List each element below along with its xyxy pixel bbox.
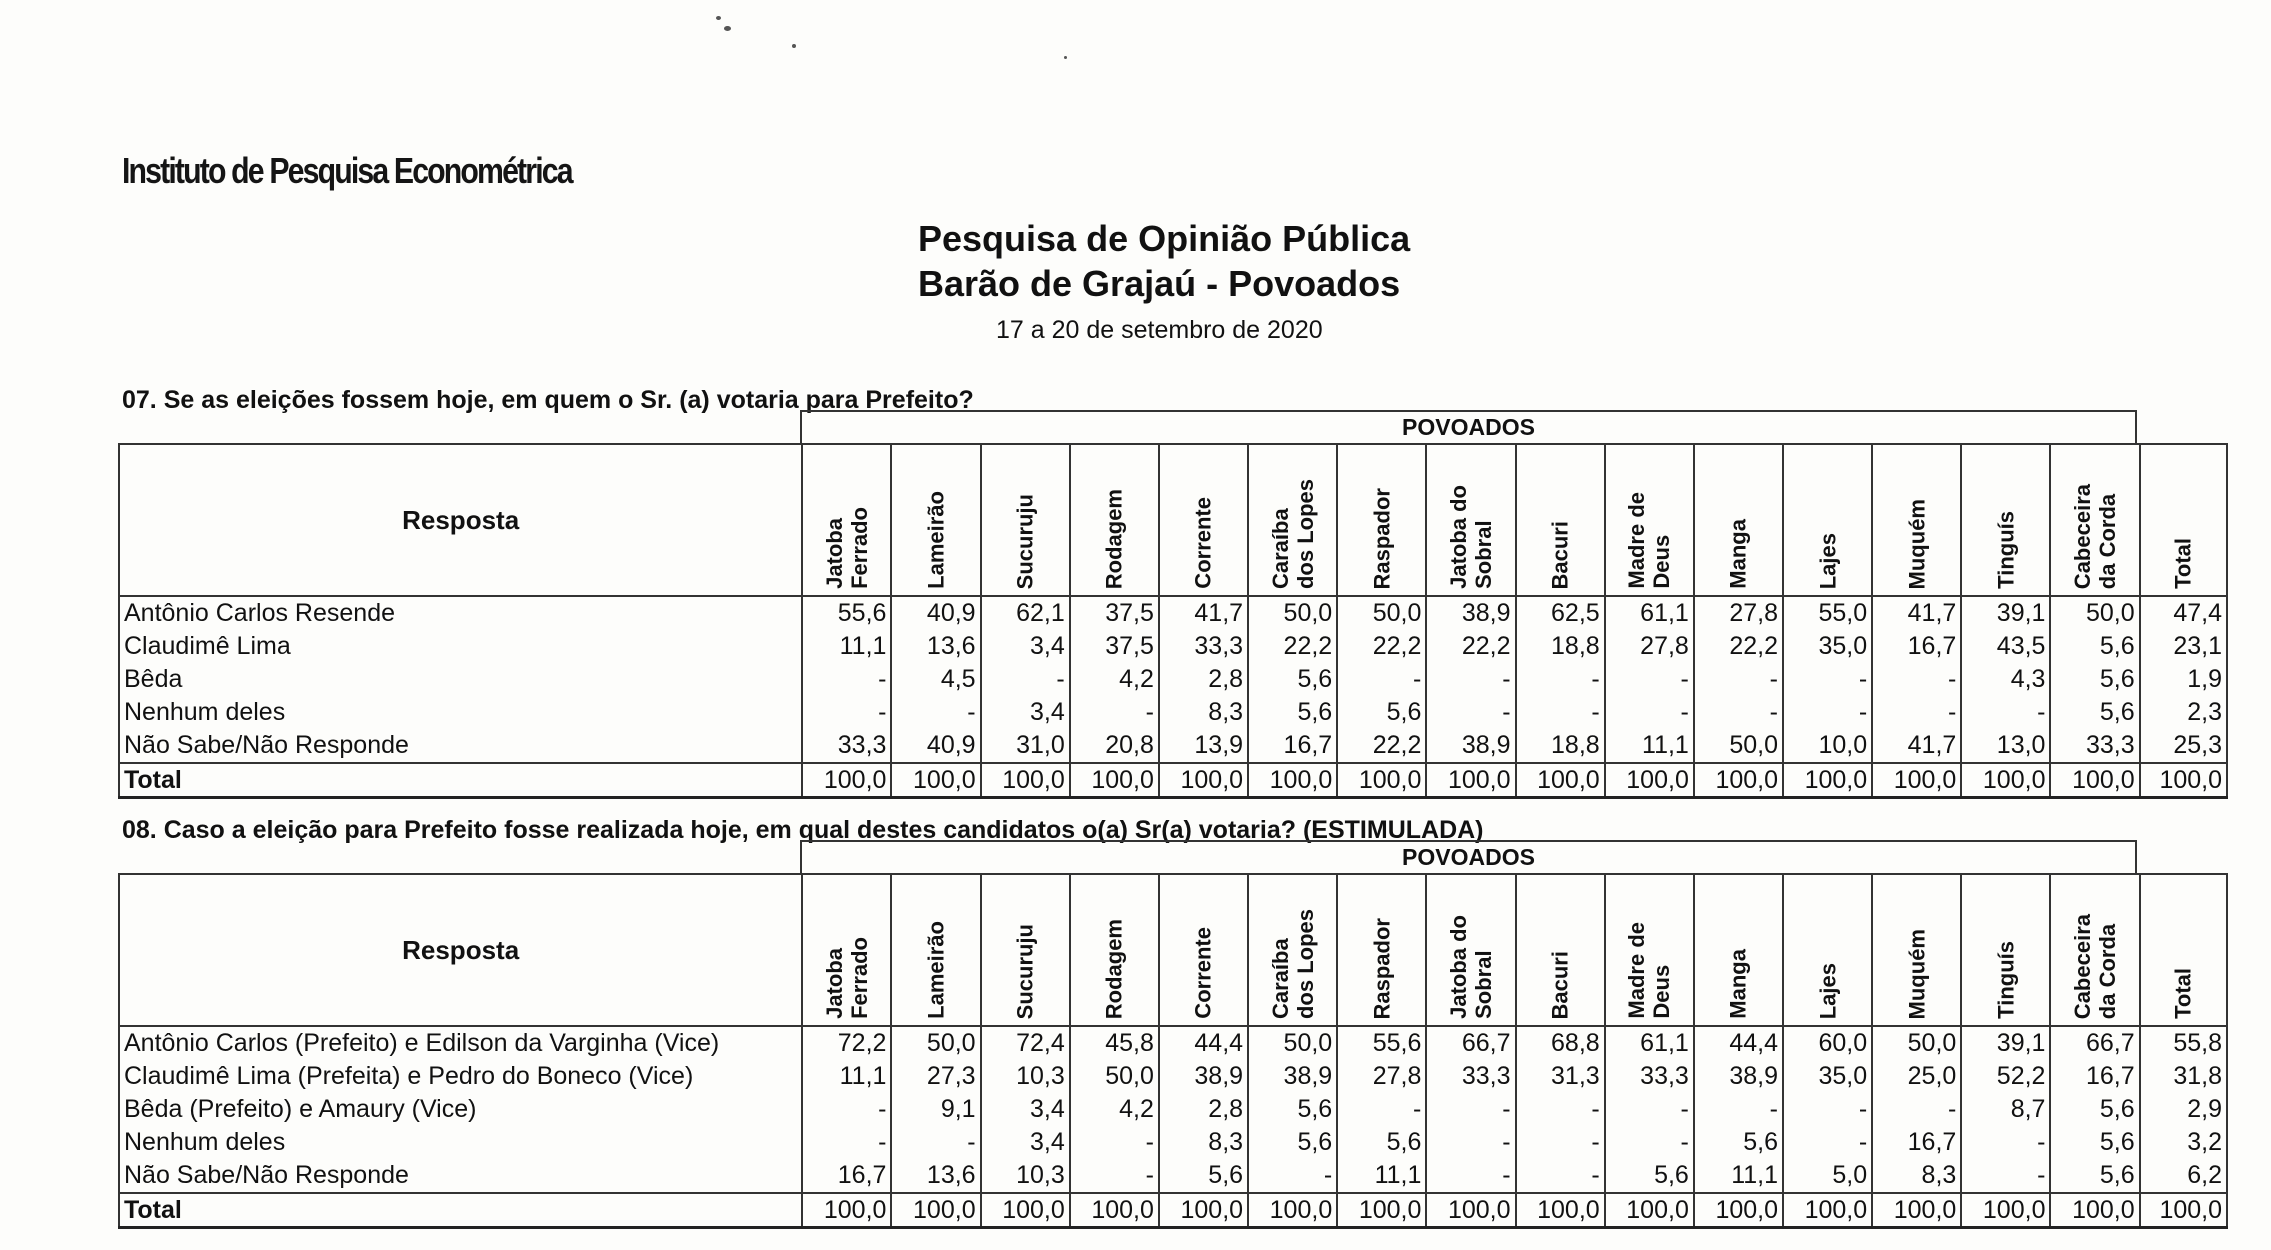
table-cell: 55,8 [2140,1026,2227,1060]
table-cell: 45,8 [1070,1026,1159,1060]
table-cell: - [891,1126,980,1159]
table-cell: 31,8 [2140,1060,2227,1093]
table-cell: 5,6 [1605,1159,1694,1193]
table-cell: - [1426,1126,1515,1159]
table-cell: - [1872,696,1961,729]
table-cell: - [1070,1126,1159,1159]
table-cell: 22,2 [1337,630,1426,663]
table-cell: 33,3 [802,729,891,763]
row-label: Nenhum deles [119,696,802,729]
table-cell: - [1337,1093,1426,1126]
column-header [1159,874,1248,1026]
table-cell: 4,2 [1070,663,1159,696]
table-cell: 8,3 [1872,1159,1961,1193]
table-cell: - [1070,1159,1159,1193]
table-cell: 10,3 [981,1060,1070,1093]
column-header-label: Jatoba Ferrado [821,937,872,1019]
column-header [1783,874,1872,1026]
column-header-label: Raspador [1369,917,1395,1019]
table-cell: 25,3 [2140,729,2227,763]
column-header-label: Jatoba do Sobral [1445,485,1496,589]
table-cell: 5,6 [1248,663,1337,696]
table-cell: 50,0 [1694,729,1783,763]
total-cell: 100,0 [1337,763,1426,798]
table-cell: - [1961,1159,2050,1193]
table-cell: 11,1 [1337,1159,1426,1193]
column-header-label: Bacuri [1547,950,1573,1019]
table-cell: 1,9 [2140,663,2227,696]
table-cell: 61,1 [1605,1026,1694,1060]
table-cell: 5,6 [1159,1159,1248,1193]
table-cell: 13,0 [1961,729,2050,763]
table-cell: - [1516,696,1605,729]
column-header [1694,874,1783,1026]
table-cell: 27,8 [1337,1060,1426,1093]
table-cell: 25,0 [1872,1060,1961,1093]
table-cell: 11,1 [802,1060,891,1093]
total-label: Total [119,1193,802,1228]
table-row [119,729,2227,763]
total-cell: 100,0 [1337,1193,1426,1228]
total-cell: 100,0 [1426,763,1515,798]
column-header [1248,444,1337,596]
column-header [1426,874,1515,1026]
row-label: Claudimê Lima (Prefeita) e Pedro do Boneco (Vice) [119,1060,802,1093]
column-header [1872,444,1961,596]
table-cell: 50,0 [2050,596,2139,630]
column-header-label: Jatoba do Sobral [1445,915,1496,1019]
table-cell: 72,2 [802,1026,891,1060]
column-header [981,444,1070,596]
total-cell: 100,0 [1159,763,1248,798]
column-header [1248,874,1337,1026]
table-cell: 11,1 [1605,729,1694,763]
povoados-group-header: POVOADOS [800,840,2137,873]
table-cell: 8,3 [1159,696,1248,729]
table-cell: 33,3 [2050,729,2139,763]
table-cell: - [1783,1093,1872,1126]
table-cell: 41,7 [1159,596,1248,630]
table-cell: 4,5 [891,663,980,696]
table-cell: 62,1 [981,596,1070,630]
column-header-label: Manga [1725,949,1751,1019]
table-cell: 13,6 [891,630,980,663]
column-header [1070,874,1159,1026]
response-column-header: Resposta [119,444,802,596]
table-cell: 72,4 [981,1026,1070,1060]
table-cell: 33,3 [1605,1060,1694,1093]
table-cell: 13,6 [891,1159,980,1193]
row-label: Nenhum deles [119,1126,802,1159]
table-cell: 43,5 [1961,630,2050,663]
column-header-label: Muquém [1904,928,1930,1019]
total-cell: 100,0 [1516,1193,1605,1228]
table-cell: 22,2 [1337,729,1426,763]
row-label: Não Sabe/Não Responde [119,1159,802,1193]
table-cell: 50,0 [1872,1026,1961,1060]
table-cell: - [1872,663,1961,696]
column-header [2050,874,2139,1026]
table-cell: 5,6 [1248,696,1337,729]
table-cell: 3,2 [2140,1126,2227,1159]
results-table-q07 [118,443,2228,799]
total-cell: 100,0 [1694,763,1783,798]
report-title: Pesquisa de Opinião Pública [918,218,1411,259]
total-cell: 100,0 [2140,763,2227,798]
column-header-label: Tinguís [1993,941,2019,1019]
total-cell: 100,0 [1159,1193,1248,1228]
column-header [2050,444,2139,596]
table-cell: 4,3 [1961,663,2050,696]
column-header [1872,874,1961,1026]
table-cell: - [1605,1126,1694,1159]
table-cell: 40,9 [891,596,980,630]
total-cell: 100,0 [1605,1193,1694,1228]
table-row [119,596,2227,630]
table-cell: - [802,696,891,729]
total-row [119,1193,2227,1228]
column-header-label: Caraíba dos Lopes [1267,908,1318,1019]
column-header-label: Rodagem [1101,918,1127,1019]
column-header [2140,874,2227,1026]
table-cell: 27,3 [891,1060,980,1093]
question-08: 08. Caso a eleição para Prefeito fosse realizada hoje, em qual destes candidatos o(a) Sr(a) votaria? (ESTIMULADA) [122,816,1484,844]
table-cell: 47,4 [2140,596,2227,630]
table-cell: 55,6 [1337,1026,1426,1060]
table-cell: - [1248,1159,1337,1193]
table-cell: 6,2 [2140,1159,2227,1193]
table-cell: - [1516,663,1605,696]
table-cell: 37,5 [1070,596,1159,630]
table-cell: 2,8 [1159,663,1248,696]
table-cell: - [1070,696,1159,729]
table-cell: 13,9 [1159,729,1248,763]
table-cell: 33,3 [1159,630,1248,663]
row-label: Bêda (Prefeito) e Amaury (Vice) [119,1093,802,1126]
table-row [119,696,2227,729]
table-cell: 40,9 [891,729,980,763]
table-cell: 18,8 [1516,630,1605,663]
column-header [1426,444,1515,596]
table-cell: 35,0 [1783,630,1872,663]
table-cell: 44,4 [1694,1026,1783,1060]
column-header [1337,874,1426,1026]
table-cell: 55,6 [802,596,891,630]
table-cell: 8,7 [1961,1093,2050,1126]
column-header-label: Jatoba Ferrado [821,507,872,589]
table-cell: - [1961,1126,2050,1159]
table-cell: 3,4 [981,630,1070,663]
table-cell: 16,7 [1872,1126,1961,1159]
total-cell: 100,0 [981,1193,1070,1228]
table-cell: 33,3 [1426,1060,1515,1093]
column-header-label: Cabeceira da Corda [2070,483,2121,589]
table-cell: - [1694,1093,1783,1126]
total-cell: 100,0 [1248,763,1337,798]
table-cell: 16,7 [1248,729,1337,763]
total-label: Total [119,763,802,798]
column-header [1694,444,1783,596]
table-cell: 5,6 [2050,696,2139,729]
total-cell: 100,0 [2050,763,2139,798]
column-header [1337,444,1426,596]
total-cell: 100,0 [1426,1193,1515,1228]
table-cell: 62,5 [1516,596,1605,630]
table-cell: 41,7 [1872,596,1961,630]
povoados-group-header: POVOADOS [800,410,2137,443]
table-cell: - [802,1093,891,1126]
table-cell: 5,6 [2050,1093,2139,1126]
total-cell: 100,0 [2140,1193,2227,1228]
table-cell: 16,7 [2050,1060,2139,1093]
table-cell: 27,8 [1694,596,1783,630]
column-header-label: Madre de Deus [1624,492,1675,589]
table-cell: 5,6 [2050,630,2139,663]
column-header-label: Corrente [1190,497,1216,589]
table-cell: - [981,663,1070,696]
table-cell: - [1783,696,1872,729]
response-column-header: Resposta [119,874,802,1026]
row-label: Antônio Carlos (Prefeito) e Edilson da Varginha (Vice) [119,1026,802,1060]
table-cell: 18,8 [1516,729,1605,763]
column-header [1961,444,2050,596]
column-header [802,874,891,1026]
table-cell: 38,9 [1426,729,1515,763]
table-cell: - [1694,696,1783,729]
table-cell: 2,3 [2140,696,2227,729]
total-cell: 100,0 [802,763,891,798]
table-cell: - [1783,663,1872,696]
table-cell: 5,6 [1694,1126,1783,1159]
column-header-label: Rodagem [1101,488,1127,589]
column-header [1961,874,2050,1026]
table-cell: 5,6 [2050,1159,2139,1193]
total-cell: 100,0 [891,1193,980,1228]
table-cell: 39,1 [1961,1026,2050,1060]
column-header [1159,444,1248,596]
table-cell: - [1426,696,1515,729]
row-label: Claudimê Lima [119,630,802,663]
scan-speck [724,26,731,31]
table-cell: 9,1 [891,1093,980,1126]
column-header-label: Lajes [1815,532,1841,589]
total-cell: 100,0 [1248,1193,1337,1228]
question-07: 07. Se as eleições fossem hoje, em quem o Sr. (a) votaria para Prefeito? [122,386,974,414]
table-cell: 3,4 [981,696,1070,729]
table-cell: 22,2 [1694,630,1783,663]
table-cell: - [1426,1159,1515,1193]
total-cell: 100,0 [981,763,1070,798]
table-cell: 22,2 [1248,630,1337,663]
table-cell: 55,0 [1783,596,1872,630]
table-cell: - [1426,663,1515,696]
column-header-label: Tinguís [1993,511,2019,589]
table-row [119,630,2227,663]
scan-speck [1064,56,1067,59]
table-cell: 5,0 [1783,1159,1872,1193]
table-cell: - [1605,1093,1694,1126]
total-cell: 100,0 [1516,763,1605,798]
column-header-label: Lameirão [923,491,949,589]
table-cell: 22,2 [1426,630,1515,663]
total-cell: 100,0 [1872,1193,1961,1228]
column-header [1516,874,1605,1026]
table-cell: 16,7 [802,1159,891,1193]
column-header-label: Cabeceira da Corda [2070,913,2121,1019]
table-cell: 10,3 [981,1159,1070,1193]
column-header-label: Corrente [1190,927,1216,1019]
table-cell: 5,6 [1337,1126,1426,1159]
total-cell: 100,0 [2050,1193,2139,1228]
total-cell: 100,0 [1961,1193,2050,1228]
table-cell: 60,0 [1783,1026,1872,1060]
column-header [1605,874,1694,1026]
total-cell: 100,0 [1070,1193,1159,1228]
column-header [981,874,1070,1026]
total-cell: 100,0 [1872,763,1961,798]
column-header-label: Sucuruju [1012,493,1038,589]
column-header-label: Sucuruju [1012,923,1038,1019]
total-cell: 100,0 [891,763,980,798]
table-row [119,1026,2227,1060]
scan-speck [716,16,721,20]
table-row [119,1159,2227,1193]
table-cell: 27,8 [1605,630,1694,663]
column-header-label: Total [2170,538,2196,589]
column-header-label: Madre de Deus [1624,922,1675,1019]
table-cell: 38,9 [1426,596,1515,630]
table-cell: 5,6 [2050,663,2139,696]
table-cell: 68,8 [1516,1026,1605,1060]
total-cell: 100,0 [1694,1193,1783,1228]
table-cell: 5,6 [2050,1126,2139,1159]
table-cell: - [1872,1093,1961,1126]
table-cell: 61,1 [1605,596,1694,630]
table-cell: 2,9 [2140,1093,2227,1126]
column-header-label: Lameirão [923,921,949,1019]
column-header-label: Lajes [1815,962,1841,1019]
table-cell: 37,5 [1070,630,1159,663]
table-cell: 38,9 [1694,1060,1783,1093]
column-header [891,444,980,596]
column-header-label: Bacuri [1547,520,1573,589]
column-header [1516,444,1605,596]
table-cell: 16,7 [1872,630,1961,663]
table-row [119,663,2227,696]
table-cell: 3,4 [981,1126,1070,1159]
column-header [891,874,980,1026]
table-cell: 50,0 [1248,596,1337,630]
table-cell: - [802,663,891,696]
total-row [119,763,2227,798]
table-cell: 50,0 [1337,596,1426,630]
column-header-label: Caraíba dos Lopes [1267,478,1318,589]
table-cell: 66,7 [1426,1026,1515,1060]
total-cell: 100,0 [1070,763,1159,798]
total-cell: 100,0 [1783,1193,1872,1228]
institute-logo-text: Instituto de Pesquisa Econométrica [122,150,572,191]
table-cell: 4,2 [1070,1093,1159,1126]
table-cell: - [1605,696,1694,729]
row-label: Não Sabe/Não Responde [119,729,802,763]
table-cell: 11,1 [1694,1159,1783,1193]
table-cell: - [802,1126,891,1159]
table-row [119,1126,2227,1159]
row-label: Antônio Carlos Resende [119,596,802,630]
report-subtitle: Barão de Grajaú - Povoados [918,263,1401,304]
table-cell: - [1426,1093,1515,1126]
table-cell: - [1694,663,1783,696]
table-cell: 10,0 [1783,729,1872,763]
table-row [119,1060,2227,1093]
table-cell: - [1961,696,2050,729]
table-cell: 38,9 [1159,1060,1248,1093]
table-cell: 50,0 [1248,1026,1337,1060]
table-cell: - [1516,1126,1605,1159]
table-cell: 3,4 [981,1093,1070,1126]
column-header [1605,444,1694,596]
table-cell: 50,0 [891,1026,980,1060]
table-cell: 5,6 [1248,1126,1337,1159]
column-header [1070,444,1159,596]
column-header-label: Total [2170,968,2196,1019]
total-cell: 100,0 [1961,763,2050,798]
table-cell: 2,8 [1159,1093,1248,1126]
results-table-q08 [118,873,2228,1229]
column-header [802,444,891,596]
table-cell: 20,8 [1070,729,1159,763]
table-row [119,1093,2227,1126]
table-cell: - [1516,1093,1605,1126]
column-header [1783,444,1872,596]
table-cell: - [1516,1159,1605,1193]
table-cell: 38,9 [1248,1060,1337,1093]
table-cell: 5,6 [1248,1093,1337,1126]
table-cell: 50,0 [1070,1060,1159,1093]
table-cell: 8,3 [1159,1126,1248,1159]
total-cell: 100,0 [802,1193,891,1228]
table-cell: 23,1 [2140,630,2227,663]
row-label: Bêda [119,663,802,696]
table-cell: - [1783,1126,1872,1159]
total-cell: 100,0 [1783,763,1872,798]
table-cell: 41,7 [1872,729,1961,763]
column-header-label: Muquém [1904,498,1930,589]
table-cell: 5,6 [1337,696,1426,729]
table-cell: 66,7 [2050,1026,2139,1060]
report-date: 17 a 20 de setembro de 2020 [996,316,1323,344]
total-cell: 100,0 [1605,763,1694,798]
column-header [2140,444,2227,596]
table-cell: - [1337,663,1426,696]
table-cell: 44,4 [1159,1026,1248,1060]
table-cell: 31,3 [1516,1060,1605,1093]
table-cell: 31,0 [981,729,1070,763]
table-cell: 52,2 [1961,1060,2050,1093]
table-cell: 35,0 [1783,1060,1872,1093]
table-cell: - [1605,663,1694,696]
table-cell: 39,1 [1961,596,2050,630]
column-header-label: Manga [1725,519,1751,589]
column-header-label: Raspador [1369,487,1395,589]
table-cell: 11,1 [802,630,891,663]
scan-speck [792,44,796,48]
table-cell: - [891,696,980,729]
